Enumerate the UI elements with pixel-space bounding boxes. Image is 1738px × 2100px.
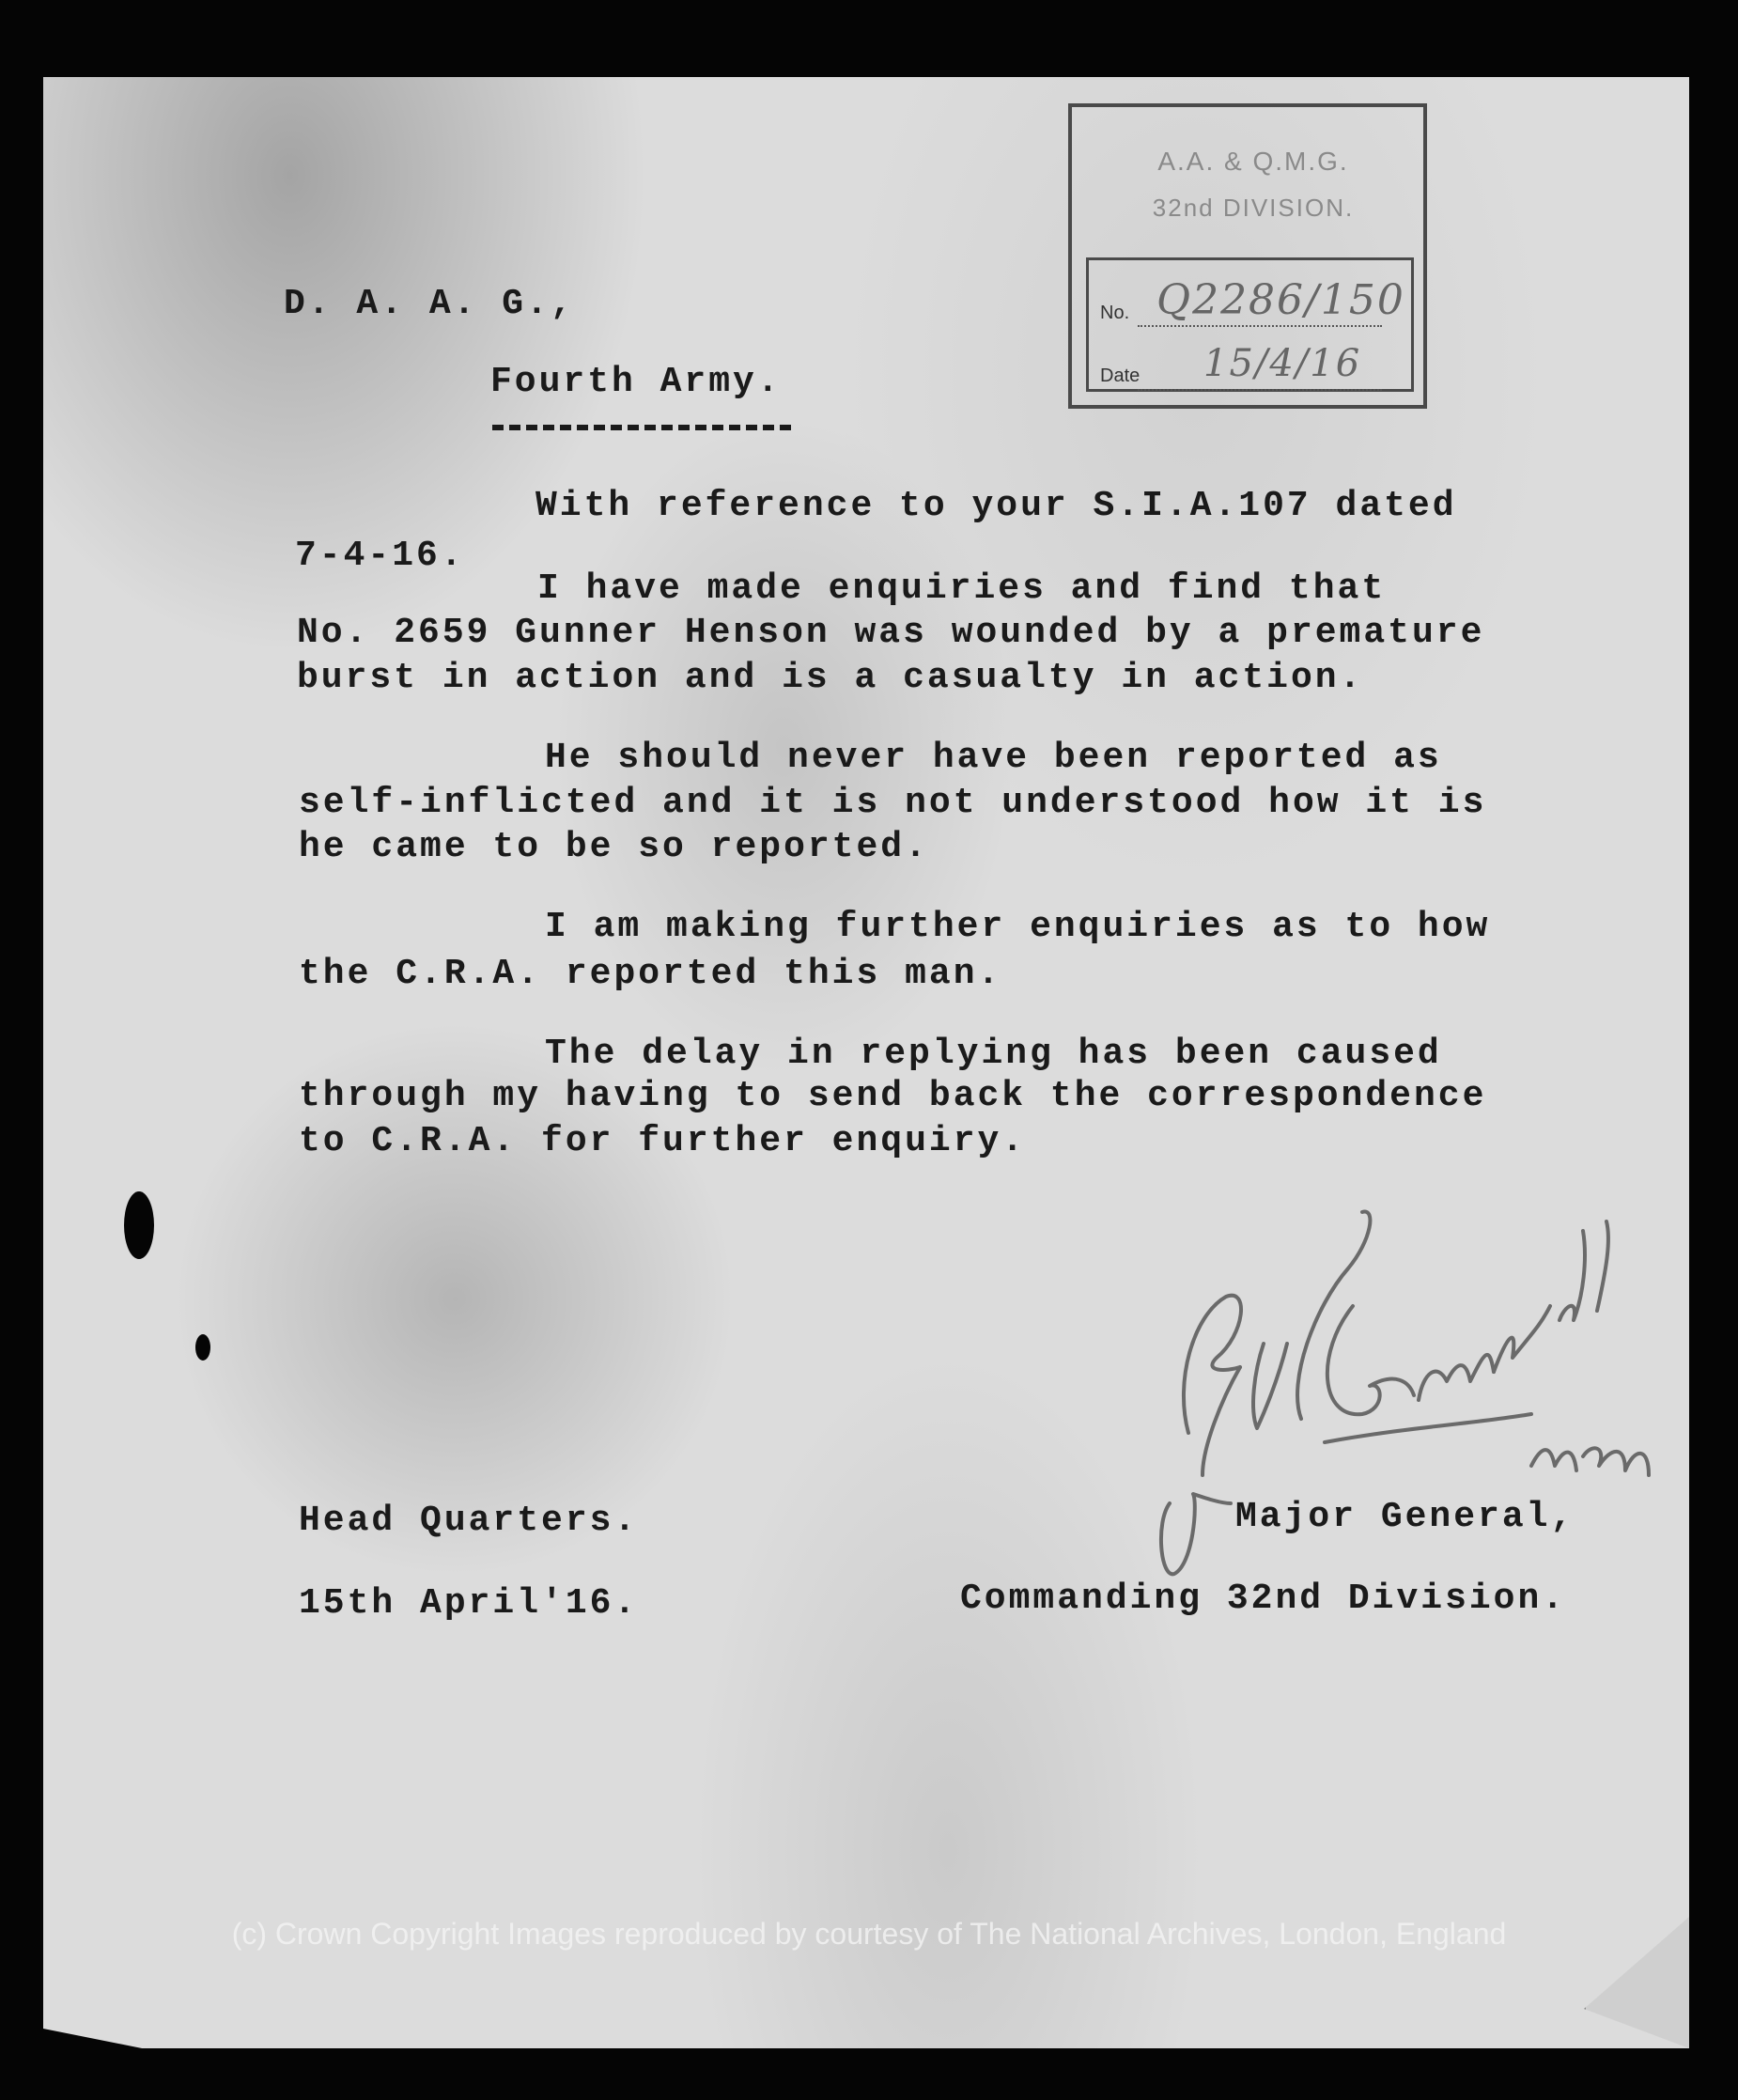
footer-location: Head Quarters.	[299, 1501, 639, 1541]
body-line: to C.R.A. for further enquiry.	[299, 1121, 1027, 1161]
body-line: With reference to your S.I.A.107 dated	[535, 486, 1457, 526]
stamp-date-value: 15/4/16	[1203, 342, 1362, 385]
signatory-rank: Major General,	[1235, 1497, 1575, 1537]
addressee-line-2: Fourth Army.	[490, 362, 782, 402]
copyright-watermark: (c) Crown Copyright Images reproduced by courtesy of The National Archives, London, England	[231, 1917, 1507, 1951]
body-line: self-inflicted and it is not understood how it is	[299, 783, 1487, 823]
stamp-date-label: Date	[1100, 366, 1141, 386]
stamp-office: A.A. & Q.M.G.	[1157, 147, 1349, 176]
body-line: he came to be so reported.	[299, 827, 929, 867]
body-line: I have made enquiries and find that	[537, 568, 1387, 609]
body-line: He should never have been reported as	[545, 738, 1442, 778]
stamp-dotted-line	[1138, 325, 1382, 327]
body-line: the C.R.A. reported this man.	[299, 954, 1002, 994]
stamp-division: 32nd DIVISION.	[1152, 194, 1355, 222]
body-line: No. 2659 Gunner Henson was wounded by a premature	[297, 613, 1485, 653]
body-line: I am making further enquiries as to how	[545, 907, 1491, 947]
registry-stamp	[1068, 103, 1427, 409]
stamp-number-label: No.	[1100, 303, 1130, 323]
body-line: 7-4-16.	[295, 536, 465, 576]
addressee-line-1: D. A. A. G.,	[284, 284, 575, 324]
body-line: The delay in replying has been caused	[545, 1034, 1442, 1074]
body-line: through my having to send back the correspondence	[299, 1076, 1487, 1116]
stamp-dotted-line	[1138, 389, 1382, 391]
footer-date: 15th April'16.	[299, 1583, 639, 1624]
signatory-command: Commanding 32nd Division.	[960, 1579, 1567, 1619]
ink-blot	[124, 1191, 154, 1259]
ink-blot	[195, 1334, 210, 1361]
stamp-number-value: Q2286/150	[1156, 276, 1405, 324]
addressee-underline	[492, 425, 791, 430]
body-line: burst in action and is a casualty in action.	[297, 658, 1364, 698]
